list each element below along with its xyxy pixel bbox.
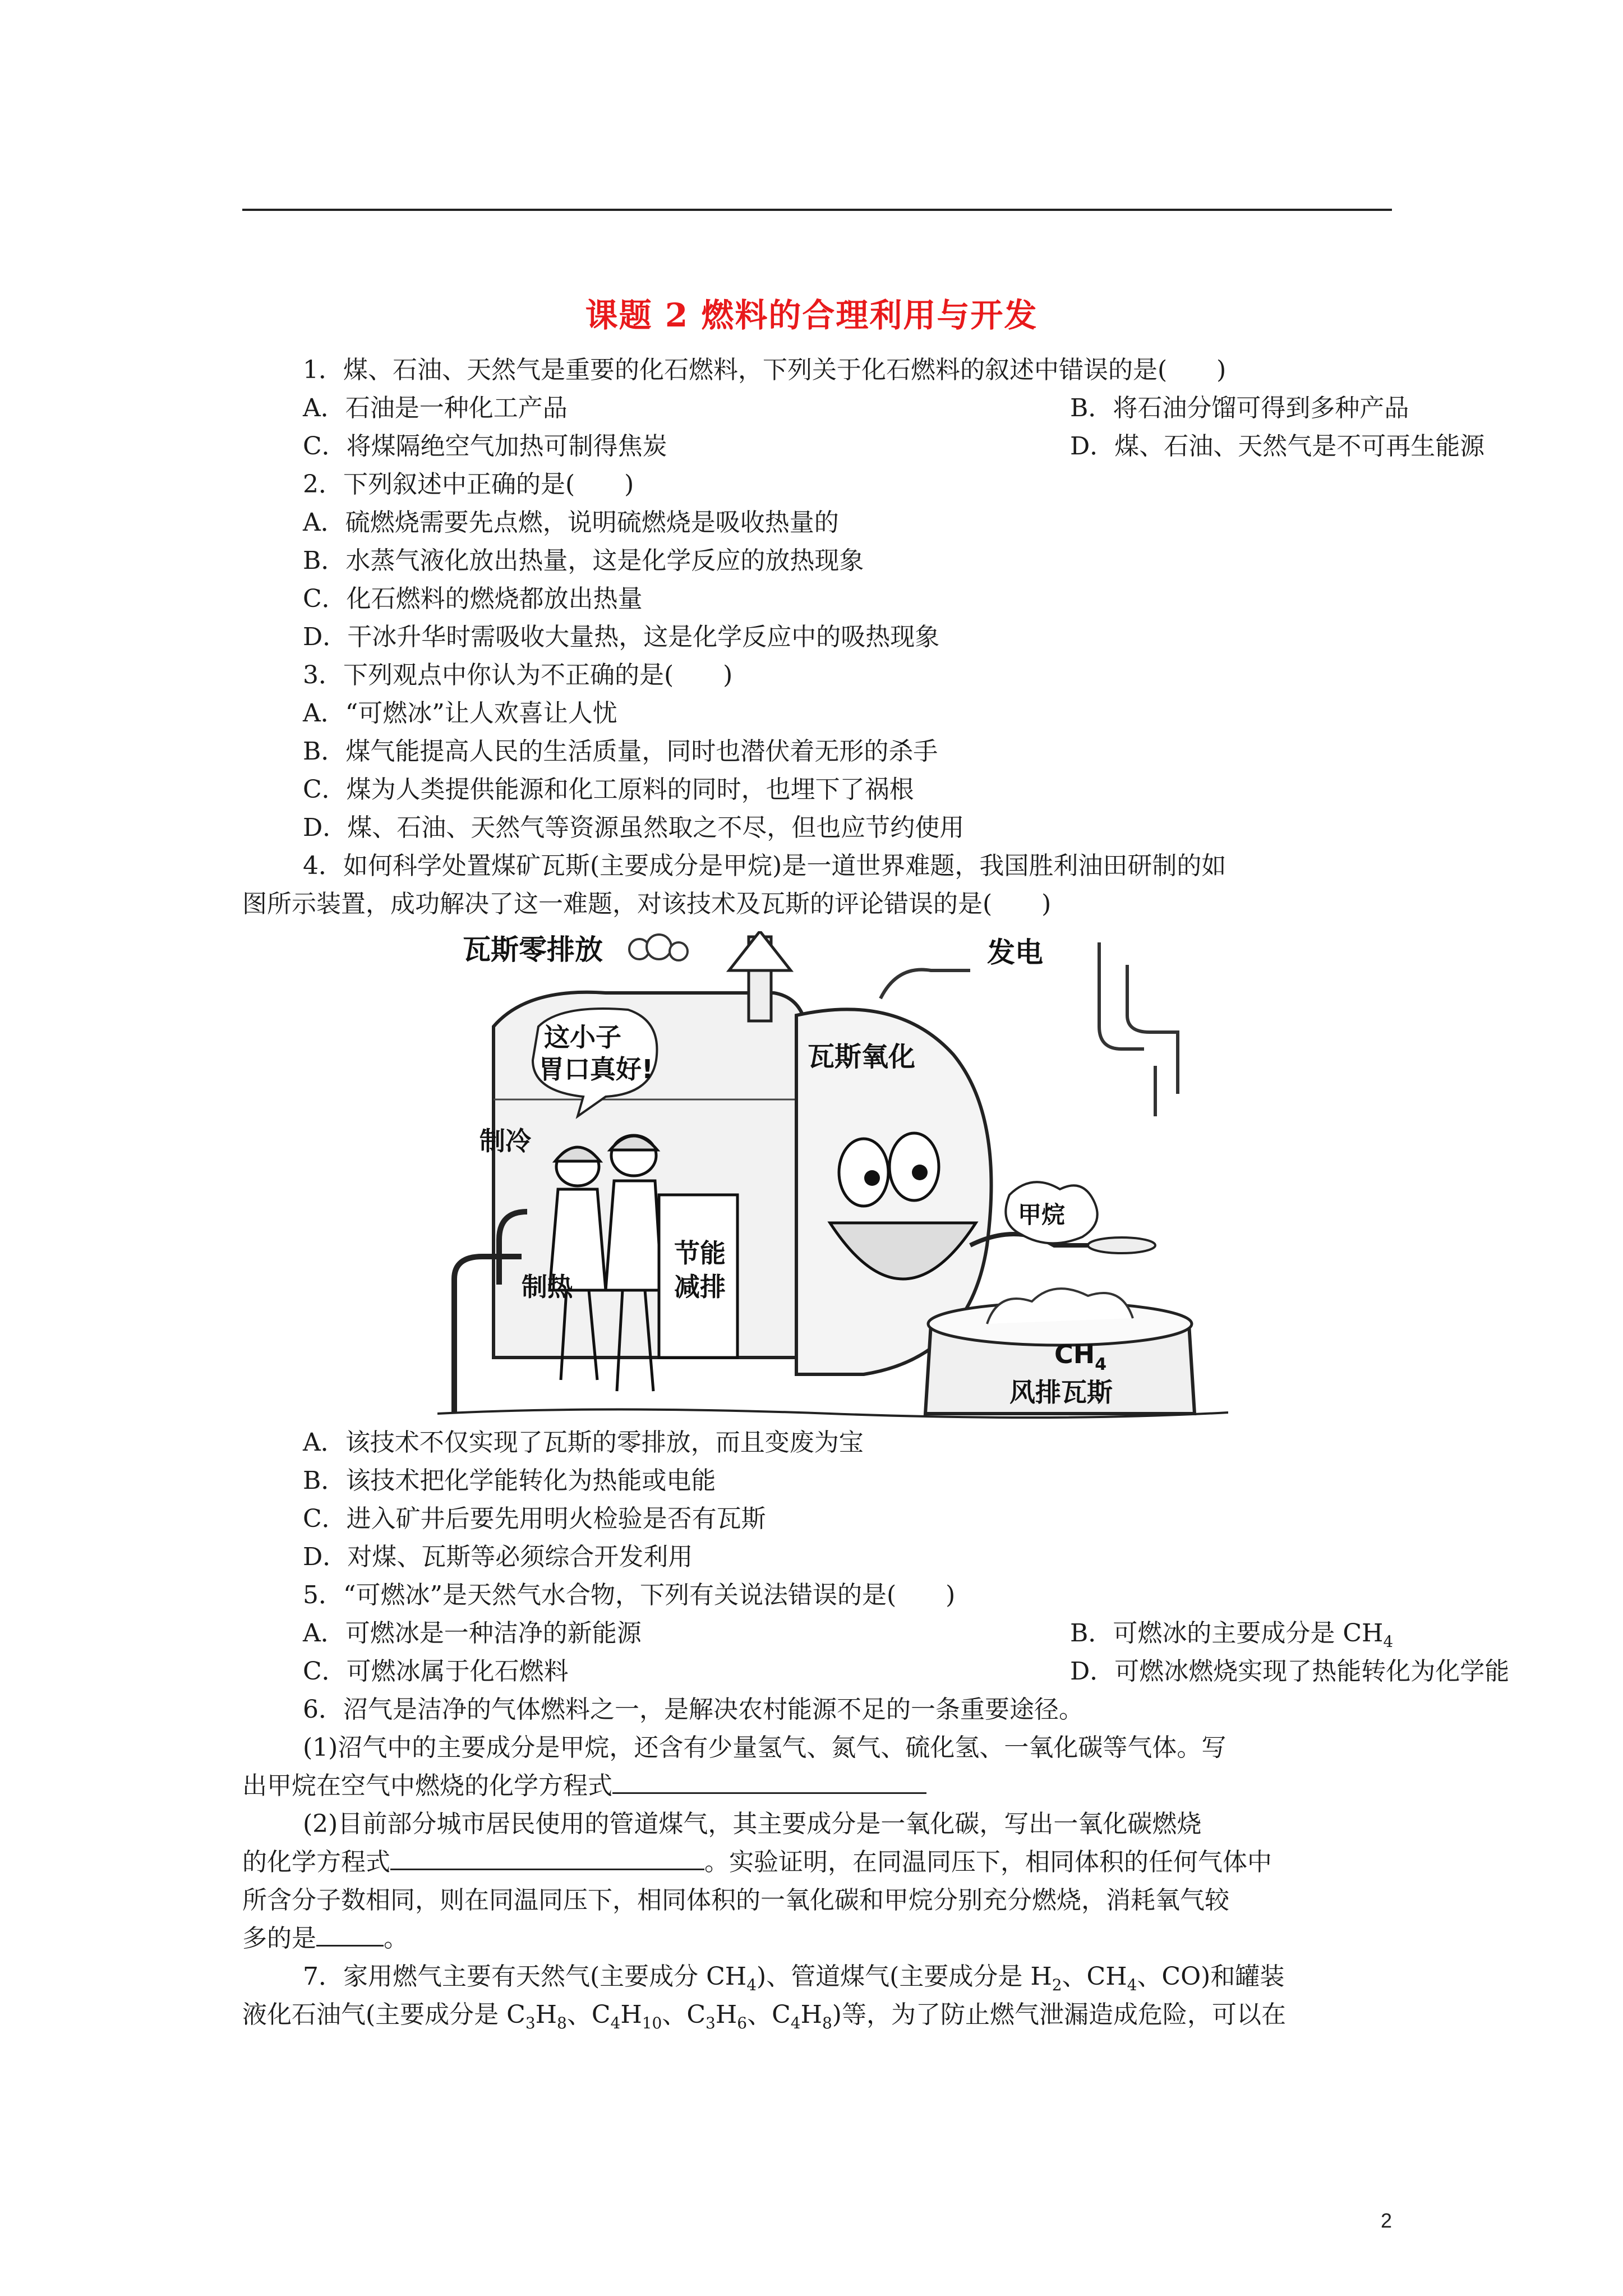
q4-option-d: D．对煤、瓦斯等必须综合开发利用 <box>303 1543 693 1571</box>
q4-stem-line1: 4．如何科学处置煤矿瓦斯(主要成分是甲烷)是一道世界难题，我国胜利油田研制的如 <box>303 852 1227 880</box>
q4-option-b: B．该技术把化学能转化为热能或电能 <box>303 1466 716 1495</box>
q1-option-a: A．石油是一种化工产品 <box>303 394 568 422</box>
q5-option-d: D．可燃冰燃烧实现了热能转化为化学能 <box>1070 1657 1510 1686</box>
q1-option-d: D．煤、石油、天然气是不可再生能源 <box>1070 432 1485 461</box>
answer-blank[interactable] <box>612 1770 926 1794</box>
q5-option-c: C．可燃冰属于化石燃料 <box>303 1657 569 1686</box>
q6-stem: 6．沼气是洁净的气体燃料之一，是解决农村能源不足的一条重要途径。 <box>303 1695 1083 1724</box>
q4-stem-line2: 图所示装置，成功解决了这一难题，对该技术及瓦斯的评论错误的是( ) <box>242 890 1052 918</box>
q7-line2: 液化石油气(主要成分是 $C_3H_8$、$C_4H_{10}$、$C_3H_6$、$C_4H_8$)等，为了防止燃气泄漏造成危险，可以在 <box>242 2000 1286 2032</box>
label-oxidation: 瓦斯氧化 <box>808 1041 916 1073</box>
q6-part2-line1: (2)目前部分城市居民使用的管道煤气，其主要成分是一氧化碳，写出一氧化碳燃烧 <box>303 1810 1202 1838</box>
q5-option-a: A．可燃冰是一种洁净的新能源 <box>303 1619 642 1648</box>
q6-part2-line2: 的化学方程式 。实验证明，在同温同压下，相同体积的任何气体中 <box>242 1846 1272 1879</box>
q1-stem: 1．煤、石油、天然气是重要的化石燃料，下列关于化石燃料的叙述中错误的是( ) <box>303 356 1227 384</box>
q6-part2-line3: 所含分子数相同，则在同温同压下，相同体积的一氧化碳和甲烷分别充分燃烧，消耗氧气较 <box>242 1886 1229 1915</box>
q7-line1: 7．家用燃气主要有天然气(主要成分 $CH_4$)、管道煤气(主要成分是 $H_2$、$CH_4$、CO)和罐装 <box>303 1962 1285 1994</box>
q2-option-b: B．水蒸气液化放出热量，这是化学反应的放热现象 <box>303 546 864 575</box>
q1-option-b: B．将石油分馏可得到多种产品 <box>1070 394 1409 422</box>
q4-option-a: A．该技术不仅实现了瓦斯的零排放，而且变废为宝 <box>303 1428 864 1457</box>
q2-option-d: D．干冰升华时需吸收大量热，这是化学反应中的吸热现象 <box>303 623 940 651</box>
q2-option-a: A．硫燃烧需要先点燃，说明硫燃烧是吸收热量的 <box>303 508 839 537</box>
q6-part1-line2: 出甲烷在空气中燃烧的化学方程式 <box>242 1769 926 1803</box>
q3-option-d: D．煤、石油、天然气等资源虽然取之不尽，但也应节约使用 <box>303 813 965 842</box>
page-title: 课题 2 燃料的合理利用与开发 <box>585 296 1038 334</box>
q1-options-row1 <box>303 392 1409 425</box>
q2-stem: 2．下列叙述中正确的是( ) <box>303 470 634 499</box>
header-rule <box>242 209 1392 211</box>
answer-blank[interactable] <box>316 1922 384 1947</box>
q1-option-c: C．将煤隔绝空气加热可制得焦炭 <box>303 432 667 461</box>
q2-option-c: C．化石燃料的燃烧都放出热量 <box>303 585 643 613</box>
q5-options-row2 <box>303 1655 1510 1688</box>
label-energy-line2: 减排 <box>674 1272 726 1302</box>
q6-part1-line1: (1)沼气中的主要成分是甲烷，还含有少量氢气、氮气、硫化氢、一氧化碳等气体。写 <box>303 1733 1227 1762</box>
answer-blank[interactable] <box>390 1846 704 1870</box>
q5-option-b: B．可燃冰的主要成分是 $CH_4$ <box>1070 1619 1394 1651</box>
label-cooling: 制冷 <box>479 1126 531 1156</box>
label-heating: 制热 <box>522 1272 573 1302</box>
label-ch4: $CH_4$ <box>1054 1339 1107 1374</box>
q4-option-c: C．进入矿井后要先用明火检验是否有瓦斯 <box>303 1504 766 1533</box>
label-speech-line2: 胃口真好! <box>538 1054 653 1084</box>
q5-options-row1 <box>303 1617 1394 1651</box>
q3-stem: 3．下列观点中你认为不正确的是( ) <box>303 661 733 689</box>
label-ventilation: 风排瓦斯 <box>1009 1377 1113 1407</box>
label-energy-line1: 节能 <box>674 1238 726 1268</box>
q3-option-a: A．“可燃冰”让人欢喜让人忧 <box>303 699 617 728</box>
q5-stem: 5．“可燃冰”是天然气水合物，下列有关说法错误的是( ) <box>303 1581 956 1609</box>
q6-part2-line4: 多的是 。 <box>242 1922 408 1955</box>
q1-options-row2 <box>303 430 1485 463</box>
q3-option-b: B．煤气能提高人民的生活质量，同时也潜伏着无形的杀手 <box>303 737 938 766</box>
gas-utilization-illustration <box>437 931 1228 1425</box>
label-power: 发电 <box>987 936 1043 969</box>
label-methane: 甲烷 <box>1018 1201 1066 1228</box>
label-speech-line1: 这小子 <box>544 1022 621 1052</box>
label-zero-emission: 瓦斯零排放 <box>463 933 603 966</box>
q3-option-c: C．煤为人类提供能源和化工原料的同时，也埋下了祸根 <box>303 775 914 804</box>
page-number: 2 <box>1380 2209 1392 2232</box>
